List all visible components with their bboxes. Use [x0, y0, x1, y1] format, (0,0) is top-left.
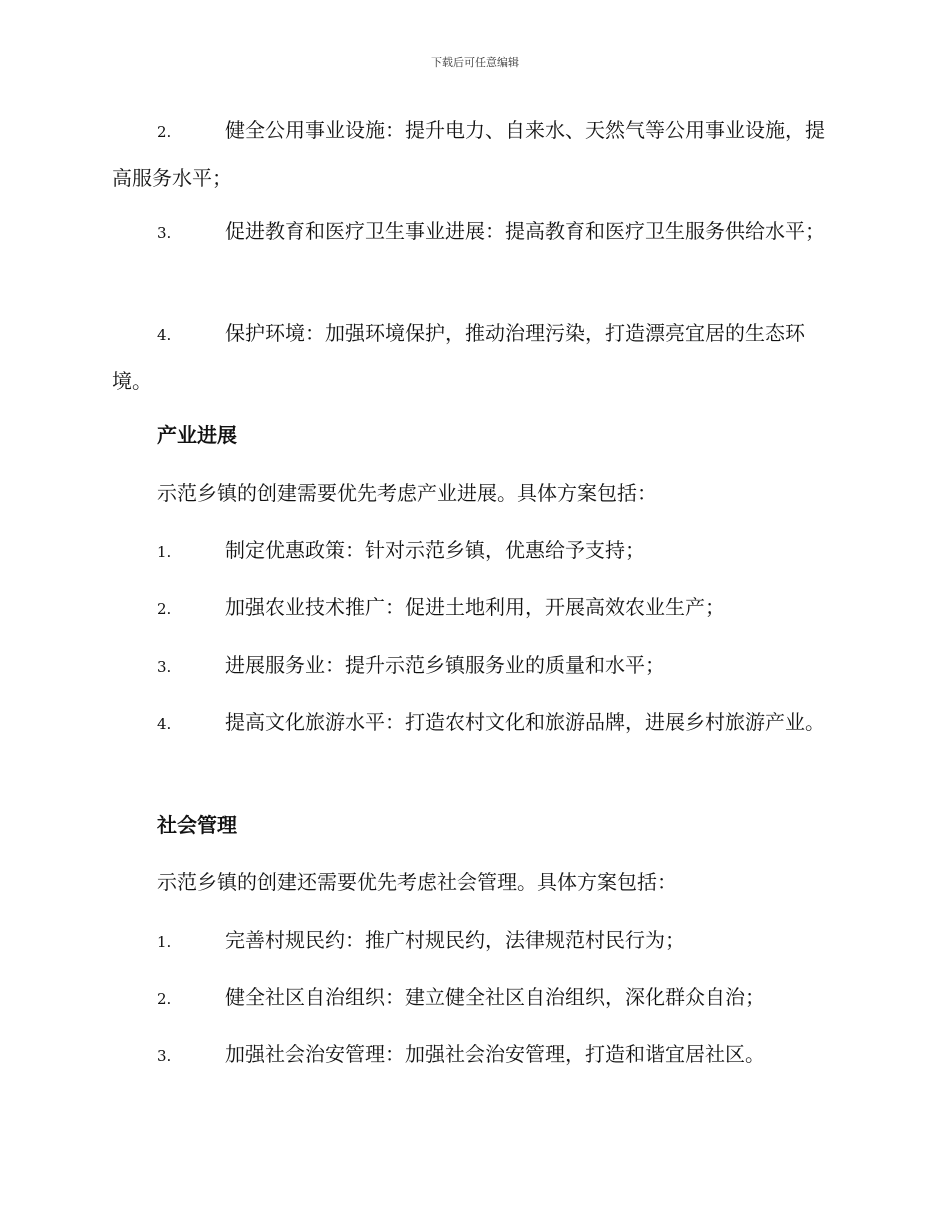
list-number: 3. — [157, 658, 172, 676]
list-number: 3. — [157, 1047, 172, 1065]
list-item — [112, 917, 837, 965]
list-number: 1. — [157, 933, 172, 951]
list-item — [112, 310, 837, 404]
list-item — [112, 107, 837, 201]
list-number: 2. — [157, 600, 172, 618]
list-number: 3. — [157, 224, 172, 242]
list-item — [112, 584, 837, 632]
list-number: 2. — [157, 990, 172, 1008]
list-text: 加强农业技术推广：促进土地利用，开展高效农业生产； — [225, 595, 725, 619]
list-item — [112, 642, 837, 690]
list-text: 健全社区自治组织：建立健全社区自治组织，深化群众自治； — [225, 985, 765, 1009]
section-intro-industry: 示范乡镇的创建需要优先考虑产业进展。具体方案包括： — [157, 481, 657, 505]
section-intro-social: 示范乡镇的创建还需要优先考虑社会管理。具体方案包括： — [157, 870, 677, 894]
list-number: 1. — [157, 543, 172, 561]
list-item — [112, 208, 837, 256]
section-heading-social: 社会管理 — [157, 813, 237, 837]
list-number: 2. — [157, 123, 172, 141]
list-item — [112, 974, 837, 1022]
list-text: 加强社会治安管理：加强社会治安管理，打造和谐宜居社区。 — [225, 1042, 765, 1066]
list-item — [112, 527, 837, 575]
list-text: 促进教育和医疗卫生事业进展：提高教育和医疗卫生服务供给水平； — [225, 219, 825, 243]
list-item — [112, 699, 837, 747]
list-item — [112, 1031, 837, 1079]
list-text: 制定优惠政策：针对示范乡镇，优惠给予支持； — [225, 538, 645, 562]
section-heading-industry: 产业进展 — [157, 423, 237, 447]
list-text: 完善村规民约：推广村规民约，法律规范村民行为； — [225, 928, 685, 952]
list-text: 健全公用事业设施：提升电力、自来水、天然气等公用事业设施，提高服务水平； — [112, 118, 825, 190]
list-text: 进展服务业：提升示范乡镇服务业的质量和水平； — [225, 653, 665, 677]
header-note: 下载后可任意编辑 — [431, 56, 519, 69]
list-number: 4. — [157, 715, 172, 733]
list-text: 提高文化旅游水平：打造农村文化和旅游品牌，进展乡村旅游产业。 — [225, 710, 825, 734]
list-text: 保护环境：加强环境保护，推动治理污染，打造漂亮宜居的生态环境。 — [112, 321, 805, 393]
list-number: 4. — [157, 326, 172, 344]
